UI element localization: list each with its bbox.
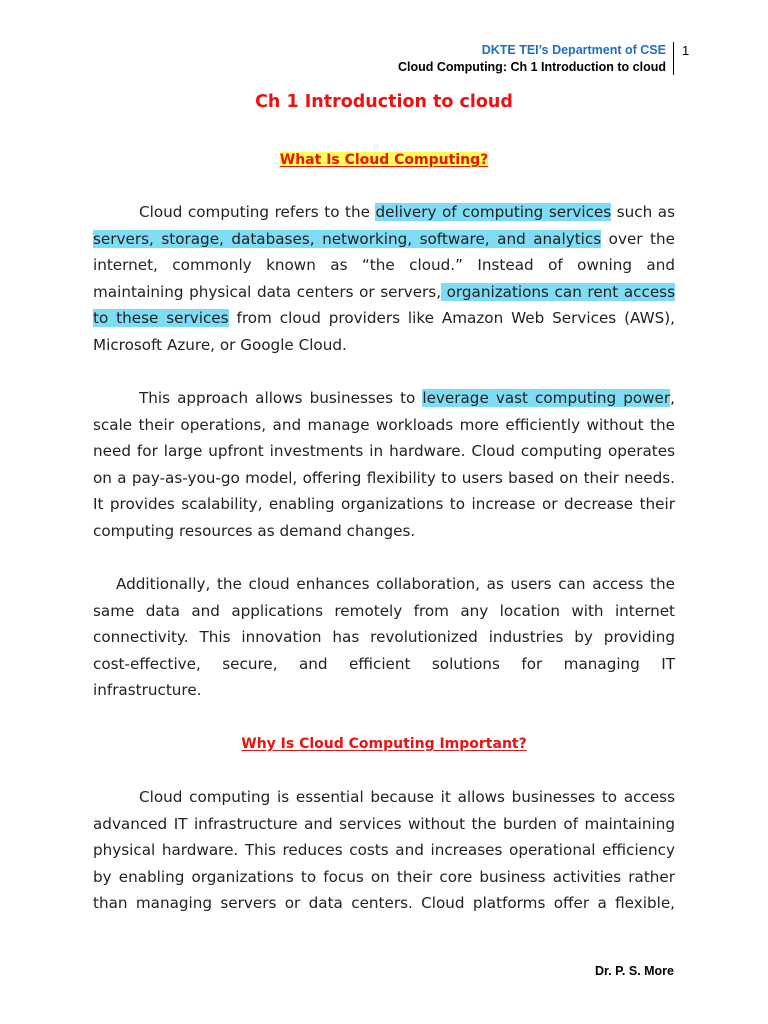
section-heading-what-is	[0, 150, 768, 170]
paragraph-line: same data and applications remotely from any location with internet	[93, 601, 675, 620]
highlight-delivery: delivery of computing services	[375, 203, 612, 221]
paragraph-importance	[93, 784, 675, 917]
section-heading-why-important	[0, 734, 768, 754]
paragraph-definition	[93, 199, 675, 359]
paragraph-line: connectivity. This innovation has revolutionized industries by providing	[93, 628, 675, 647]
paragraph-line: Cloud computing refers to the delivery of computing services such as	[139, 203, 675, 221]
paragraph-line: advanced IT infrastructure and services without the burden of maintaining	[93, 814, 675, 833]
highlight-services-list: servers, storage, databases, networking, software, and analytics	[93, 229, 602, 248]
paragraph-line: Microsoft Azure, or Google Cloud.	[93, 335, 347, 354]
paragraph-line: internet, commonly known as “the cloud.” Instead of owning and	[93, 256, 675, 275]
paragraph-line: need for large upfront investments in hardware. Cloud computing operates	[93, 442, 675, 461]
paragraph-collaboration	[93, 571, 675, 704]
paragraph-approach	[93, 385, 675, 545]
paragraph-line: maintaining physical data centers or servers, organizations can rent access	[93, 282, 676, 301]
paragraph-line: scale their operations, and manage workloads more efficiently without the	[93, 415, 675, 434]
paragraph-line: on a pay-as-you-go model, offering flexibility to users based on their needs.	[93, 468, 675, 487]
section-heading-text: Why Is Cloud Computing Important?	[241, 736, 527, 752]
paragraph-line: computing resources as demand changes.	[93, 521, 416, 540]
paragraph-line: servers, storage, databases, networking, software, and analytics over the	[93, 229, 675, 248]
highlight-these-services: to these services	[93, 309, 229, 328]
paragraph-line: by enabling organizations to focus on their core business activities rather	[93, 867, 675, 886]
paragraph-line: infrastructure.	[93, 681, 202, 700]
header-department: DKTE TEI’s Department of CSE	[481, 43, 666, 57]
header-chapter: Cloud Computing: Ch 1 Introduction to cloud	[397, 60, 666, 74]
section-heading-text: What Is Cloud Computing?	[279, 152, 489, 168]
paragraph-line: to these services from cloud providers like Amazon Web Services (AWS),	[93, 309, 676, 328]
chapter-title: Ch 1 Introduction to cloud	[255, 92, 513, 112]
highlight-computing-power: leverage vast computing power	[422, 389, 671, 407]
page-header	[398, 42, 674, 75]
highlight-rent-access: organizations can rent access	[441, 282, 676, 301]
paragraph-line: physical hardware. This reduces costs and increases operational efficiency	[93, 841, 675, 860]
paragraph-line: cost-effective, secure, and efficient solutions for managing IT	[93, 654, 675, 673]
page-footer-author: Dr. P. S. More	[595, 964, 674, 978]
paragraph-line: Additionally, the cloud enhances collaboration, as users can access the	[116, 575, 675, 593]
page-number: 1	[682, 43, 690, 58]
paragraph-line: than managing servers or data centers. Cloud platforms offer a flexible,	[93, 894, 675, 913]
paragraph-line: It provides scalability, enabling organizations to increase or decrease their	[93, 495, 675, 514]
paragraph-line: Cloud computing is essential because it allows businesses to access	[139, 788, 675, 806]
paragraph-line: This approach allows businesses to leverage vast computing power,	[139, 389, 675, 407]
